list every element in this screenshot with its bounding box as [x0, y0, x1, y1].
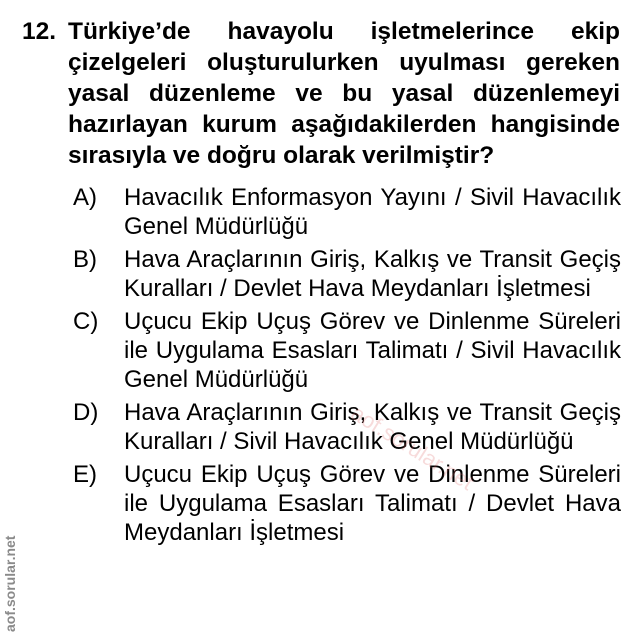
option-letter: A) — [73, 184, 97, 211]
question-text: Türkiye’de havayolu işletmelerince ekip çizelgeleri oluşturulurken uyulması gereken yasal düzenleme ve bu yasal düzenlemeyi hazırlayan kurum aşağıdakilerden hangisinde sırasıyla ve doğru olarak verilmiştir? — [68, 18, 620, 169]
option-text: Havacılık Enformasyon Yayını / Sivil Havacılık Genel Müdürlüğü — [124, 184, 621, 240]
option-text: Hava Araçlarının Giriş, Kalkış ve Transit Geçiş Kuralları / Devlet Hava Meydanları İşletmesi — [124, 246, 621, 302]
option-letter: D) — [73, 399, 99, 426]
question-block — [22, 16, 620, 171]
watermark-side: aof.sorular.net — [2, 535, 18, 632]
option-d[interactable] — [73, 398, 621, 456]
option-text: Hava Araçlarının Giriş, Kalkış ve Transit Geçiş Kuralları / Sivil Havacılık Genel Müdürlüğü — [124, 399, 621, 455]
option-text: Uçucu Ekip Uçuş Görev ve Dinlenme Süreleri ile Uygulama Esasları Talimatı / Sivil Havacılık Genel Müdürlüğü — [124, 308, 621, 393]
question-number: 12. — [22, 18, 57, 45]
option-letter: E) — [73, 461, 97, 488]
option-c[interactable] — [73, 307, 621, 394]
option-letter: C) — [73, 308, 99, 335]
option-a[interactable] — [73, 183, 621, 241]
watermark-center: aof.sorular.net — [346, 400, 479, 496]
answer-options — [73, 183, 621, 551]
option-letter: B) — [73, 246, 97, 273]
option-text: Uçucu Ekip Uçuş Görev ve Dinlenme Süreleri ile Uygulama Esasları Talimatı / Devlet Hava Meydanları İşletmesi — [124, 461, 621, 546]
option-e[interactable] — [73, 460, 621, 547]
option-b[interactable] — [73, 245, 621, 303]
